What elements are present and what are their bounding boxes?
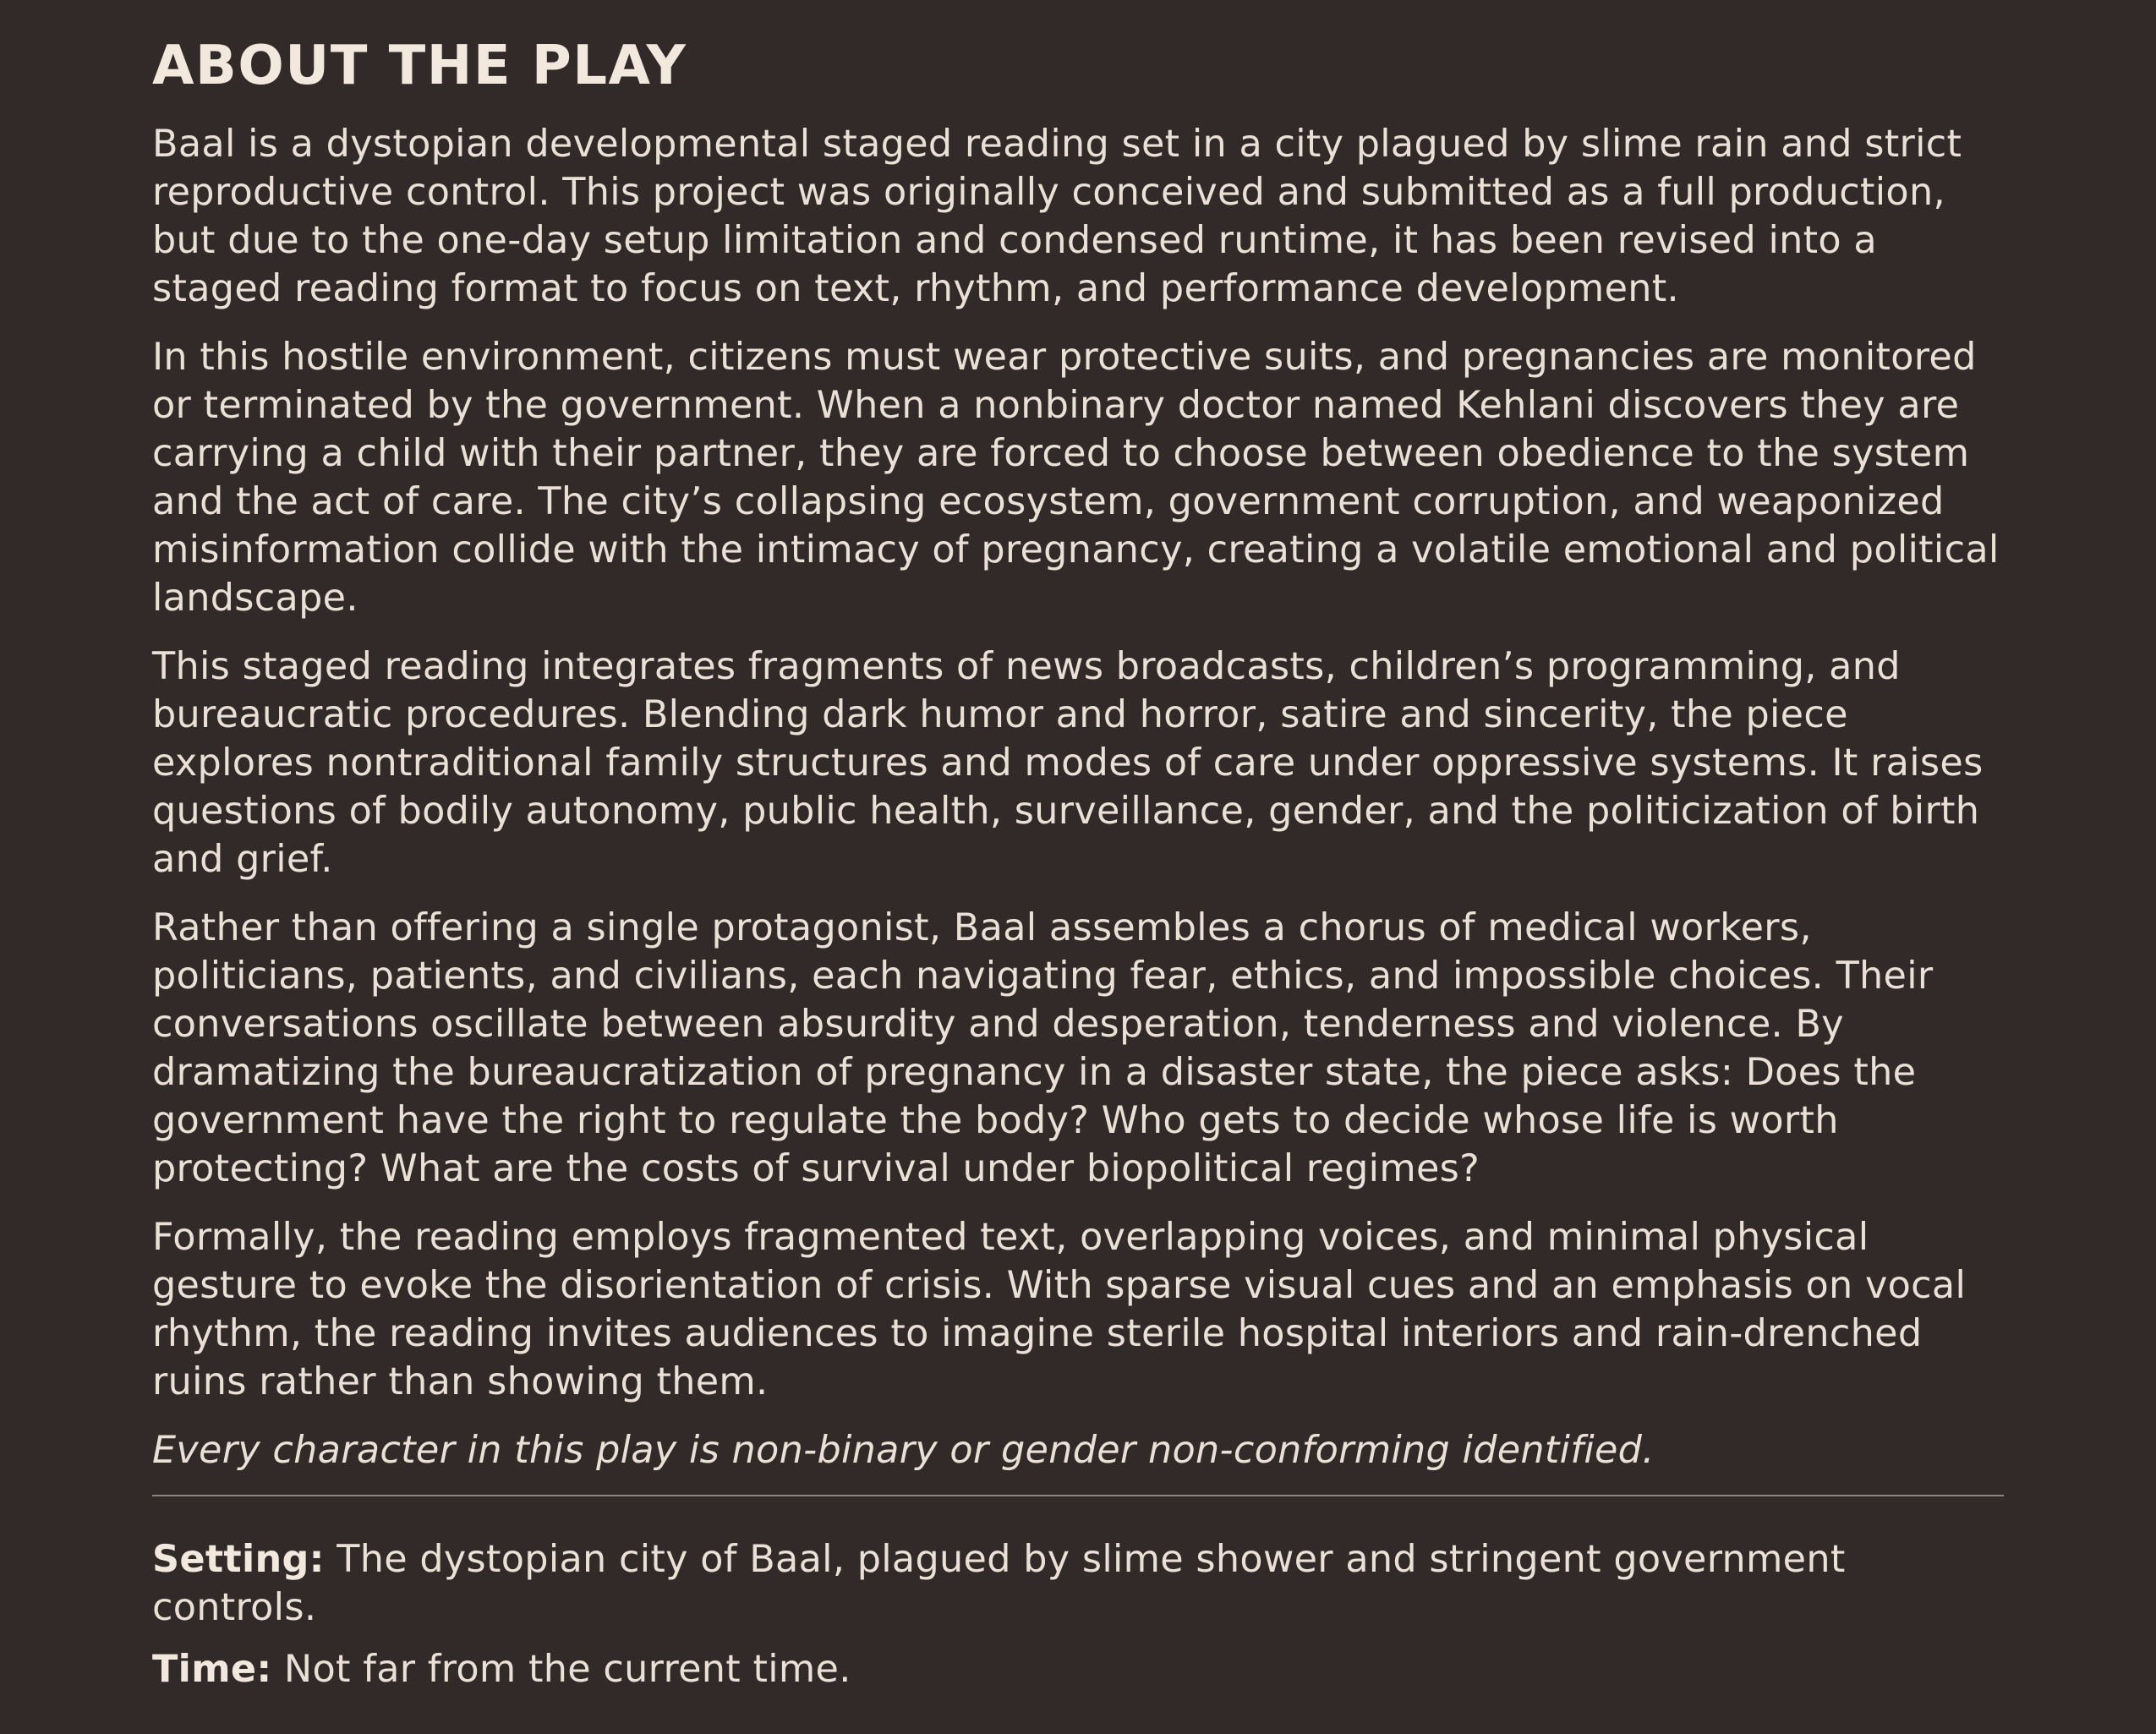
paragraph-form: Formally, the reading employs fragmented text, overlapping voices, and minimal physical gesture to evoke the disorientation of crisis. With sparse visual cues and an emphasis on vocal rhythm, the reading invites audiences to imagine sterile hospital interiors and rain-drenched ruins rather than showing them. [152,1216,1967,1403]
time-label: Time: [152,1648,272,1691]
setting-label: Setting: [152,1538,325,1581]
character-note: Every character in this play is non-binary or gender non-conforming identified. [152,1429,1655,1472]
setting-line [152,1535,2004,1632]
section-title: ABOUT THE PLAY [152,35,687,97]
setting-value: The dystopian city of Baal, plagued by slime shower and stringent government controls. [152,1538,1846,1629]
about-the-play-section [152,32,2004,1707]
paragraph-chorus: Rather than offering a single protagonist, Baal assembles a chorus of medical workers, politicians, patients, and civilians, each navigating fear, ethics, and impossible choices. Their conversations oscillate between absurdity and desperation, tenderness and violence. By dramatizing the bureaucratization of pregnancy in a disaster state, the piece asks: Does the government have the right to regulate the body? Who gets to decide whose life is worth protecting? What are the costs of survival under biopolitical regimes? [152,906,1934,1190]
section-divider [152,1495,2004,1496]
paragraph-staging: This staged reading integrates fragments of news broadcasts, children’s programming, and bureaucratic procedures. Blending dark humor and horror, satire and sincerity, the piece explores nontraditional family structures and modes of care under oppressive systems. It raises questions of bodily autonomy, public health, surveillance, gender, and the politicization of birth and grief. [152,645,1984,881]
time-line [152,1645,2004,1693]
paragraph-environment: In this hostile environment, citizens must wear protective suits, and pregnancies are monitored or terminated by the government. When a nonbinary doctor named Kehlani discovers they are carrying a child with their partner, they are forced to choose between obedience to the system and the act of care. The city’s collapsing ecosystem, government corruption, and weaponized misinformation collide with the intimacy of pregnancy, creating a volatile emotional and political landscape. [152,336,2000,620]
paragraph-intro: Baal is a dystopian developmental staged reading set in a city plagued by slime rain and strict reproductive control. This project was originally conceived and submitted as a full production, but due to the one-day setup limitation and condensed runtime, it has been revised into a staged reading format to focus on text, rhythm, and performance development. [152,123,1962,310]
time-value: Not far from the current time. [283,1648,851,1691]
